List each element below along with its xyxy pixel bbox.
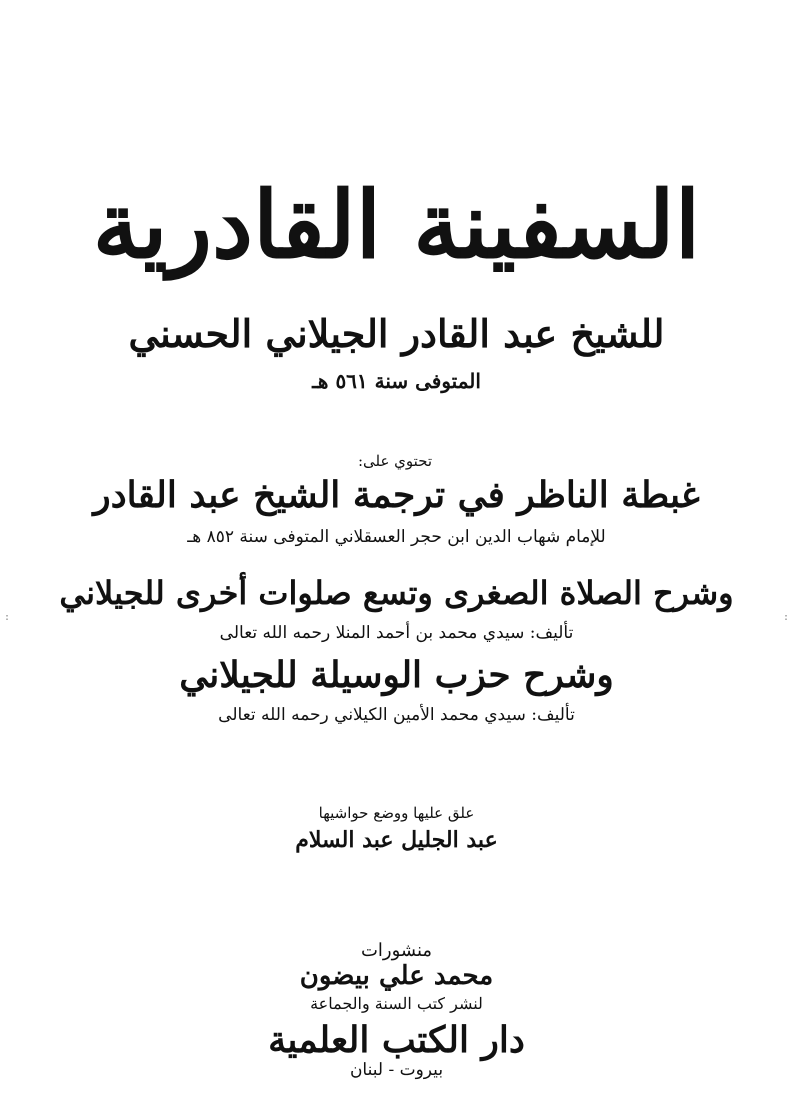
work1-author: للإمام شهاب الدين ابن حجر العسقلاني المتوفى سنة ٨٥٢ هـ	[187, 527, 606, 547]
editor-note: علق عليها ووضع حواشيها	[318, 804, 475, 822]
author-death-date: المتوفى سنة ٥٦١ هـ	[312, 369, 481, 393]
publisher-city: بيروت - لبنان	[349, 1060, 444, 1080]
book-author: للشيخ عبد القادر الجيلاني الحسني	[128, 311, 665, 356]
work2-title: وشرح الصلاة الصغرى وتسع صلوات أخرى للجيلاني	[59, 574, 734, 612]
publishing-house: دار الكتب العلمية	[268, 1019, 525, 1061]
editor-name: عبد الجليل عبد السلام	[295, 827, 498, 853]
margin-mark-right: :	[783, 612, 790, 623]
work3-title: وشرح حزب الوسيلة للجيلاني	[179, 654, 614, 696]
book-title: السفينة القادرية	[92, 171, 701, 279]
margin-mark-left: :	[4, 612, 11, 623]
publisher-name: محمد علي بيضون	[299, 961, 494, 991]
publisher-subtitle: لنشر كتب السنة والجماعة	[310, 994, 483, 1013]
work3-author: تأليف: سيدي محمد الأمين الكيلاني رحمه الله تعالى	[218, 705, 575, 725]
contains-label: تحتوي على:	[357, 452, 433, 470]
work2-author: تأليف: سيدي محمد بن أحمد المنلا رحمه الله تعالى	[219, 623, 574, 643]
publisher-label: منشورات	[360, 940, 433, 961]
work1-title: غبطة الناظر في ترجمة الشيخ عبد القادر	[93, 474, 700, 516]
